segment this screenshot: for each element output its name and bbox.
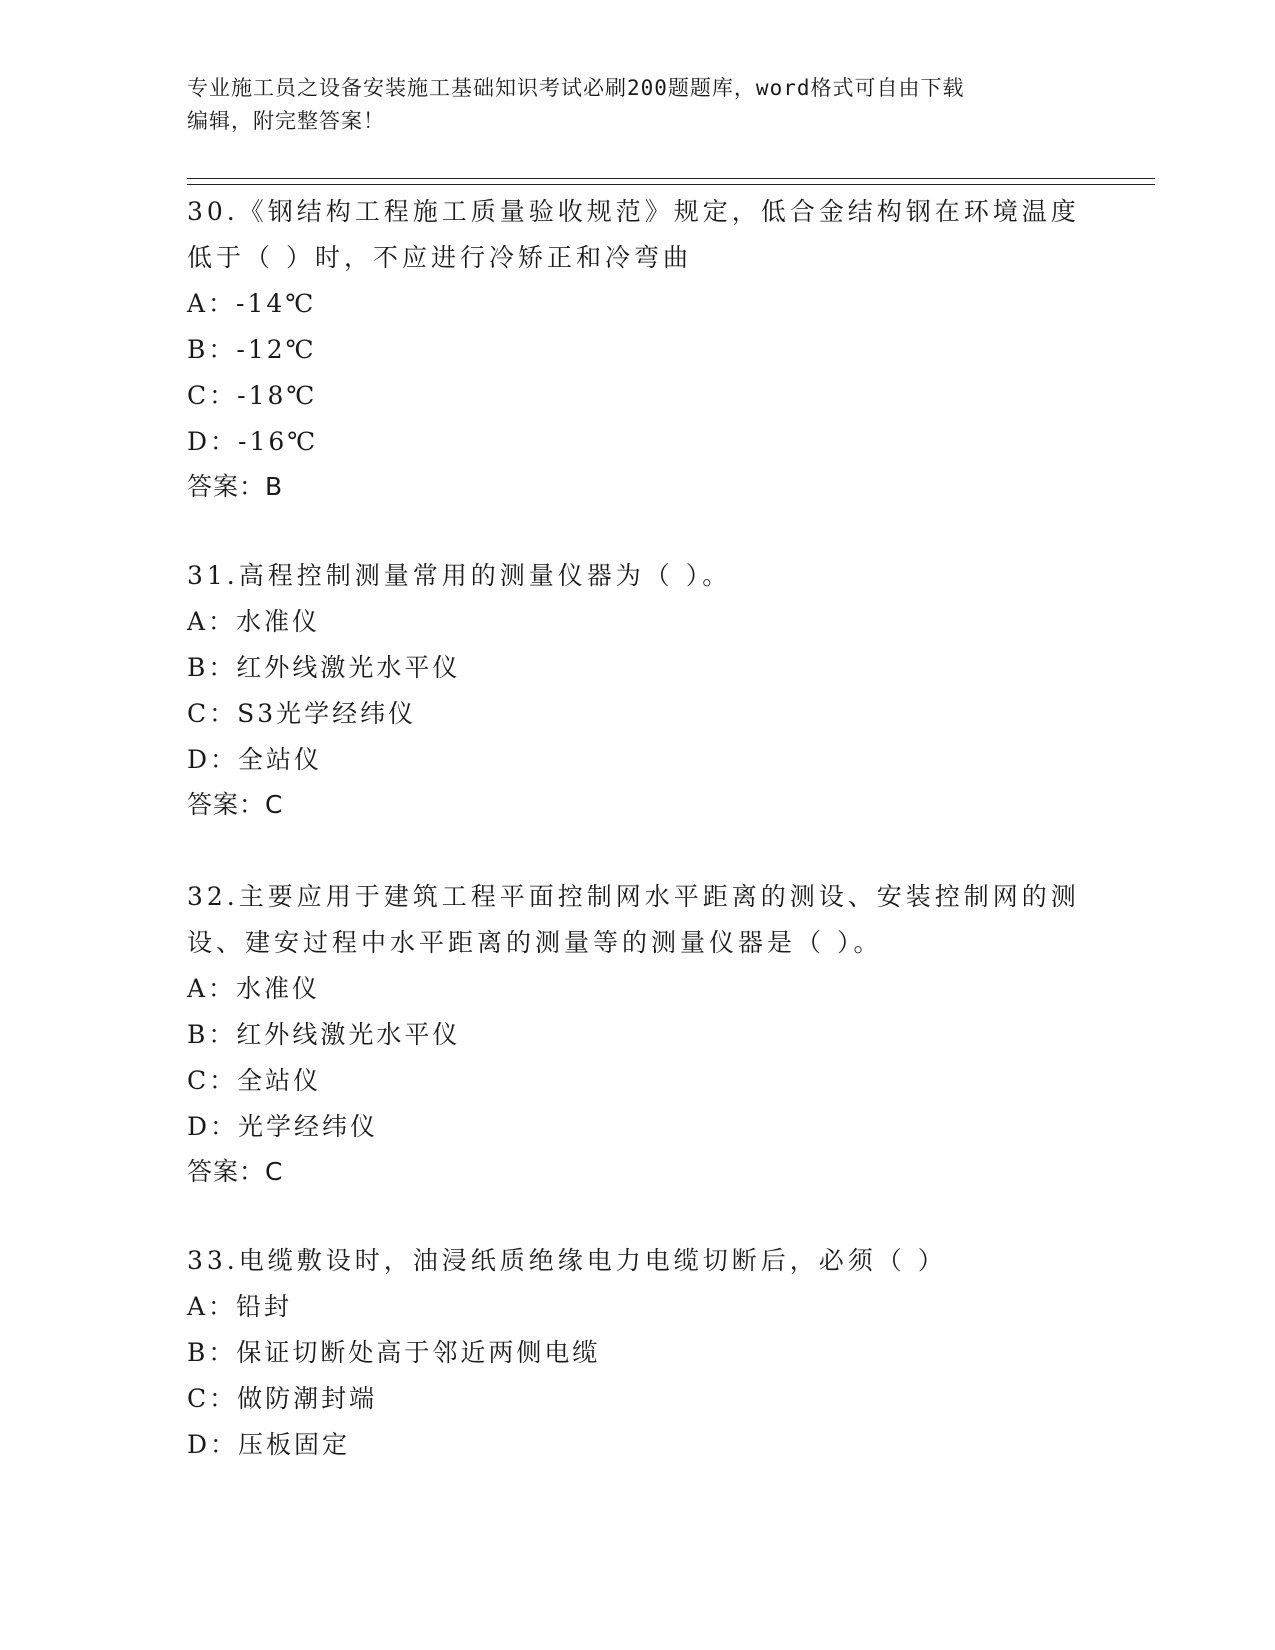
- header-divider-top: [187, 178, 1155, 179]
- option-d: D：全站仪: [187, 745, 323, 774]
- question-33: [187, 1238, 1087, 1468]
- header-line-2: 编辑，附完整答案！: [187, 109, 385, 133]
- question-text-continued: 低于（ ）时，不应进行冷矫正和冷弯曲: [187, 243, 692, 272]
- option-b: B：红外线激光水平仪: [187, 1020, 461, 1049]
- option-a: A：水准仪: [187, 974, 321, 1003]
- answer: 答案：B: [187, 472, 284, 501]
- question-text-continued: 设、建安过程中水平距离的测量等的测量仪器是（ ）。: [187, 928, 883, 957]
- question-30: [187, 189, 1087, 509]
- option-b: B：-12℃: [187, 335, 317, 364]
- header-line-1: 专业施工员之设备安装施工基础知识考试必刷200题题库，word格式可自由下载: [187, 76, 965, 100]
- option-c: C：-18℃: [187, 381, 318, 410]
- question-text: 31.高程控制测量常用的测量仪器为（ ）。: [187, 561, 732, 590]
- option-b: B：保证切断处高于邻近两侧电缆: [187, 1338, 601, 1367]
- option-a: A：铅封: [187, 1292, 293, 1321]
- option-b: B：红外线激光水平仪: [187, 653, 461, 682]
- question-text: 32.主要应用于建筑工程平面控制网水平距离的测设、安装控制网的测: [187, 882, 1080, 911]
- option-c: C：全站仪: [187, 1066, 322, 1095]
- header-divider-bottom: [187, 184, 1155, 185]
- option-d: D：光学经纬仪: [187, 1112, 379, 1141]
- question-text: 30.《钢结构工程施工质量验收规范》规定，低合金结构钢在环境温度: [187, 197, 1080, 226]
- option-d: D：压板固定: [187, 1430, 351, 1459]
- question-32: [187, 874, 1087, 1194]
- option-d: D：-16℃: [187, 427, 319, 456]
- option-c: C：S3光学经纬仪: [187, 699, 417, 728]
- question-31: [187, 553, 1087, 827]
- option-a: A：-14℃: [187, 289, 317, 318]
- question-text: 33.电缆敷设时，油浸纸质绝缘电力电缆切断后，必须（ ）: [187, 1246, 947, 1275]
- answer: 答案：C: [187, 1157, 284, 1186]
- document-header: [187, 72, 1087, 138]
- option-a: A：水准仪: [187, 607, 321, 636]
- answer: 答案：C: [187, 790, 284, 819]
- option-c: C：做防潮封端: [187, 1384, 378, 1413]
